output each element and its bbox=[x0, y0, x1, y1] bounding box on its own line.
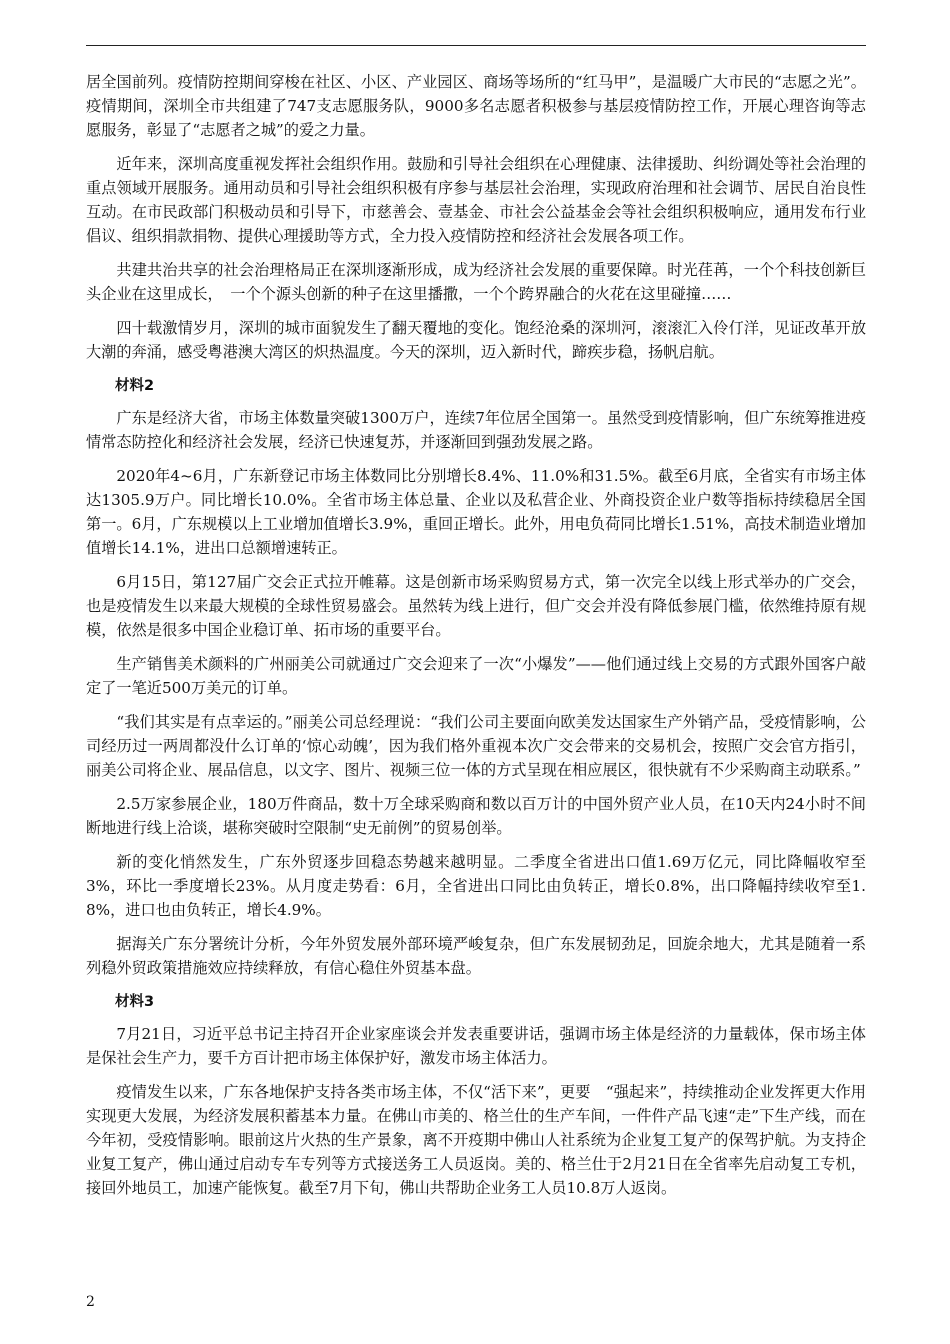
paragraph: 共建共治共享的社会治理格局正在深圳逐渐形成，成为经济社会发展的重要保障。时光荏苒，一个个科技创新巨头企业在这里成长， 一个个源头创新的种子在这里播撒，一个个跨界融合的火花在这里碰撞…… bbox=[86, 261, 866, 303]
paragraph: 据海关广东分署统计分析，今年外贸发展外部环境严峻复杂，但广东发展韧劲足，回旋余地大，尤其是随着一系列稳外贸政策措施效应持续释放，有信心稳住外贸基本盘。 bbox=[86, 935, 866, 977]
paragraph: 近年来，深圳高度重视发挥社会组织作用。鼓励和引导社会组织在心理健康、法律援助、纠纷调处等社会治理的重点领域开展服务。通用动员和引导社会组织积极有序参与基层社会治理，实现政府治理和社会调节、居民自治良性互动。在市民政部门积极动员和引导下，市慈善会、壹基金、市社会公益基金会等社会组织积极响应，通用发布行业倡议、组织捐款捐物、提供心理援助等方式，全力投入疫情防控和经济社会发展各项工作。 bbox=[86, 155, 866, 245]
paragraph: 2.5万家参展企业，180万件商品，数十万全球采购商和数以百万计的中国外贸产业人员，在10天内24小时不间断地进行线上洽谈，堪称突破时空限制“史无前例”的贸易创举。 bbox=[86, 795, 866, 837]
header-rule bbox=[86, 45, 866, 46]
paragraph: 6月15日，第127届广交会正式拉开帷幕。这是创新市场采购贸易方式，第一次完全以线上形式举办的广交会，也是疫情发生以来最大规模的全球性贸易盛会。虽然转为线上进行，但广交会并没有降低参展门槛，依然维持原有规模，依然是很多中国企业稳订单、拓市场的重要平台。 bbox=[86, 573, 866, 639]
page-number: 2 bbox=[86, 1294, 95, 1310]
paragraph: 疫情发生以来，广东各地保护支持各类市场主体，不仅“活下来”，更要 “强起来”，持续推动企业发挥更大作用实现更大发展，为经济发展积蓄基本力量。在佛山市美的、格兰仕的生产车间，一件件产品飞速“走”下生产线，而在今年初，受疫情影响。眼前这片火热的生产景象，离不开疫期中佛山人社系统为企业复工复产的保驾护航。为支持企业复工复产，佛山通过启动专车专列等方式接送务工人员返岗。美的、格兰仕于2月21日在全省率先启动复工专机，接回外地员工，加速产能恢复。截至7月下旬，佛山共帮助企业务工人员10.8万人返岗。 bbox=[86, 1083, 866, 1197]
section-heading-material-3: 材料3 bbox=[115, 994, 155, 1010]
paragraph: 生产销售美术颜料的广州丽美公司就通过广交会迎来了一次“小爆发”——他们通过线上交易的方式跟外国客户敲定了一笔近500万美元的订单。 bbox=[86, 655, 866, 697]
paragraph: 2020年4~6月，广东新登记市场主体数同比分别增长8.4%、11.0%和31.5%。截至6月底，全省实有市场主体达1305.9万户。同比增长10.0%。全省市场主体总量、企业以及私营企业、外商投资企业户数等指标持续稳居全国第一。6月，广东规模以上工业增加值增长3.9%，重回正增长。此外，用电负荷同比增长1.51%，高技术制造业增加值增长14.1%，进出口总额增速转正。 bbox=[86, 467, 866, 557]
paragraph: “我们其实是有点幸运的。”丽美公司总经理说：“我们公司主要面向欧美发达国家生产外销产品，受疫情影响，公司经历过一两周都没什么订单的‘惊心动魄’，因为我们格外重视本次广交会带来的交易机会，按照广交会官方指引，丽美公司将企业、展品信息，以文字、图片、视频三位一体的方式呈现在相应展区，很快就有不少采购商主动联系。” bbox=[86, 713, 866, 779]
paragraph: 新的变化悄然发生，广东外贸逐步回稳态势越来越明显。二季度全省进出口值1.69万亿元，同比降幅收窄至3%，环比一季度增长23%。从月度走势看：6月，全省进出口同比由负转正，增长0.8%，出口降幅持续收窄至1.8%，进口也由负转正，增长4.9%。 bbox=[86, 853, 866, 919]
document-body bbox=[86, 70, 866, 1210]
paragraph: 居全国前列。疫情防控期间穿梭在社区、小区、产业园区、商场等场所的“红马甲”，是温暖广大市民的“志愿之光”。疫情期间，深圳全市共组建了747支志愿服务队，9000多名志愿者积极参与基层疫情防控工作，开展心理咨询等志愿服务，彰显了“志愿者之城”的爱之力量。 bbox=[86, 73, 866, 139]
paragraph: 广东是经济大省，市场主体数量突破1300万户，连续7年位居全国第一。虽然受到疫情影响，但广东统筹推进疫情常态防控化和经济社会发展，经济已快速复苏，并逐渐回到强劲发展之路。 bbox=[86, 409, 866, 451]
section-heading-material-2: 材料2 bbox=[115, 378, 155, 394]
paragraph: 四十载激情岁月，深圳的城市面貌发生了翻天覆地的变化。饱经沧桑的深圳河，滚滚汇入伶仃洋，见证改革开放大潮的奔涌，感受粤港澳大湾区的炽热温度。今天的深圳，迈入新时代，蹄疾步稳，扬帆启航。 bbox=[86, 319, 866, 361]
paragraph: 7月21日，习近平总书记主持召开企业家座谈会并发表重要讲话，强调市场主体是经济的力量载体，保市场主体是保社会生产力，要千方百计把市场主体保护好，激发市场主体活力。 bbox=[86, 1025, 866, 1067]
